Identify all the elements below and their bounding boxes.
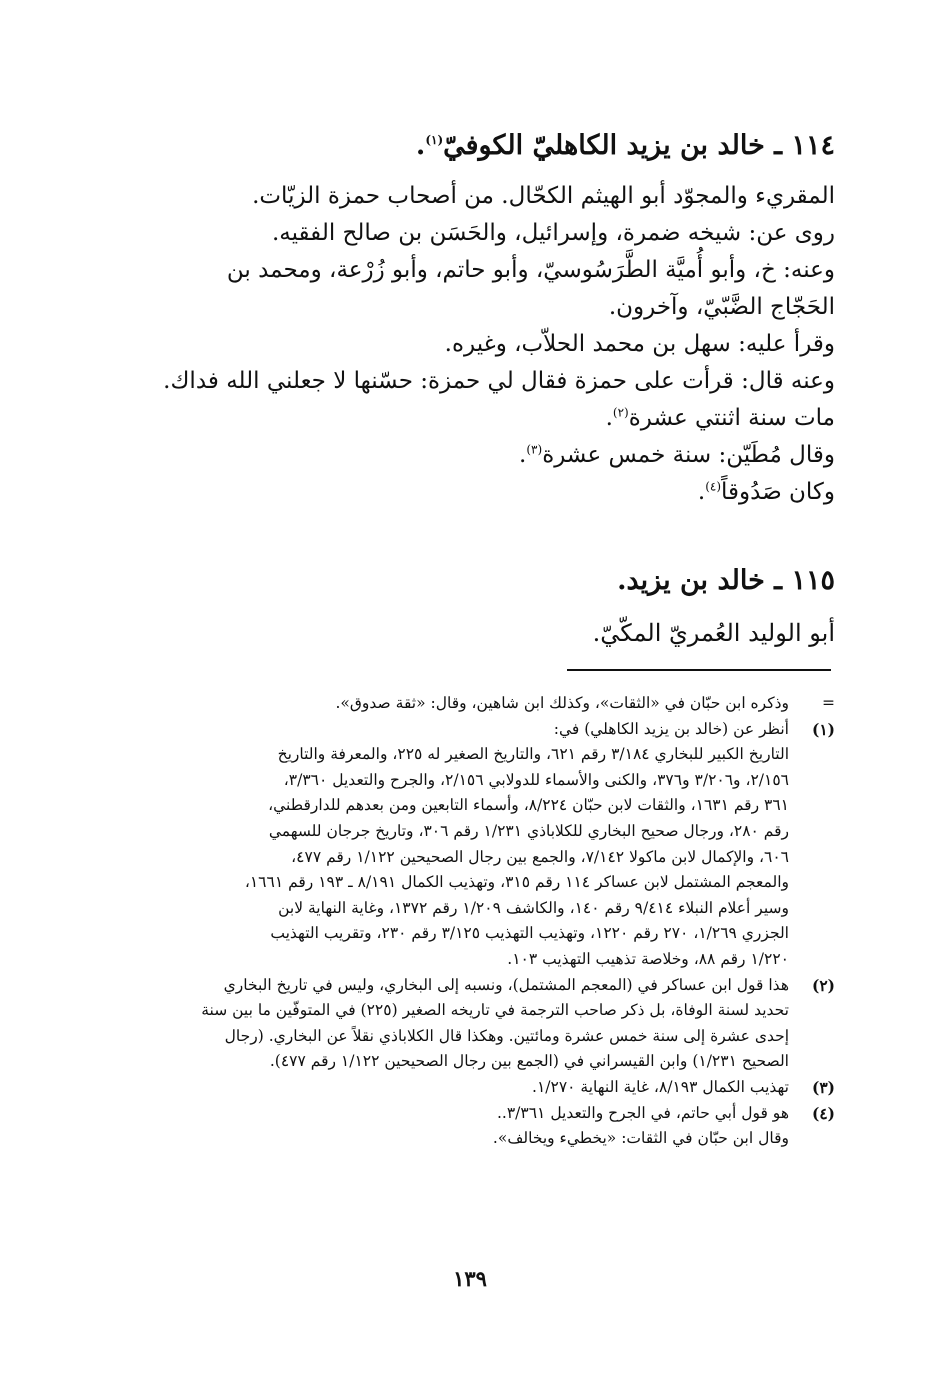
footnote-2 xyxy=(105,973,835,1075)
entry-114-title xyxy=(105,126,835,166)
footnote-divider xyxy=(567,669,831,671)
footnote-line: هو قول أبي حاتم، في الجرح والتعديل ٣/٣٦١.. xyxy=(497,1103,789,1122)
entry-114-title-text: ١١٤ ـ خالد بن يزيد الكاهليّ الكوفيّ xyxy=(443,130,835,161)
death-end: . xyxy=(605,405,613,431)
footnote-1 xyxy=(105,717,835,973)
footnote-continuation xyxy=(105,691,835,717)
footnotes xyxy=(105,691,835,1152)
footnote-number: (١) xyxy=(811,719,835,739)
entry-114 xyxy=(105,126,835,166)
saduq-text: وكان صَدُوقاً xyxy=(721,479,835,505)
entry-114-title-end: . xyxy=(415,130,426,161)
death-text: مات سنة اثنتي عشرة xyxy=(628,405,835,431)
entry-115-body xyxy=(105,615,835,652)
entry-115 xyxy=(105,561,835,601)
footnote-line: التاريخ الكبير للبخاري ٣/١٨٤ رقم ٦٢١، والتاريخ الصغير له ٢٢٥، والمعرفة والتاريخ xyxy=(277,745,789,764)
footnote-line: ٦٠٦، والإكمال لابن ماكولا ٧/١٤٢، والجمع بين رجال الصحيحين ١/١٢٢ رقم ٤٧٧، xyxy=(291,847,789,866)
mutayyan-text: وقال مُطَيّن: سنة خمس عشرة xyxy=(542,442,835,468)
footnote-line: وسير أعلام النبلاء ٩/٤١٤ رقم ١٤٠، والكاشف ١/٢٠٩ رقم ١٣٧٢، وغاية النهاية لابن xyxy=(278,898,789,917)
footnote-line: تحديد لسنة الوفاة، بل ذكر صاحب الترجمة في تاريخه الصغير (٢٢٥) في المتوفّين ما بين سنة xyxy=(201,1001,789,1020)
entry-114-line: وعنه قال: قرأت على حمزة فقال لي حمزة: حسّنها لا جعلني الله فداك. xyxy=(163,368,835,394)
footnote-line: وذكره ابن حبّان في «الثقات»، وكذلك ابن شاهين، وقال: «ثقة صدوق». xyxy=(335,694,789,712)
footnote-line: وقال ابن حبّان في الثقات: «يخطيء ويخالف». xyxy=(492,1129,789,1148)
footnote-ref-2: (٢) xyxy=(612,405,629,420)
entry-115-title: ١١٥ ـ خالد بن يزيد. xyxy=(617,565,835,596)
entry-114-body xyxy=(105,178,835,511)
entry-114-death-line xyxy=(105,400,835,437)
footnote-line: رقم ٢٨٠، ورجال صحيح البخاري للكلاباذي ١/٢٣١ رقم ٣٠٦، وتاريخ جرجان للسهمي xyxy=(268,821,789,840)
entry-114-line: المقريء والمجوّد أبو الهيثم الكحّال. من أصحاب حمزة الزيّات. xyxy=(252,183,835,209)
entry-114-line: روى عن: شيخه ضمرة، وإسرائيل، والحَسَن بن صالح الفقيه. xyxy=(271,220,835,246)
footnote-line: والمعجم المشتمل لابن عساكر ١١٤ رقم ٣١٥، وتهذيب الكمال ٨/١٩١ ـ ١٩٣ رقم ١٦٦١، xyxy=(244,873,789,892)
entry-114-mutayyan-line xyxy=(105,437,835,474)
footnote-number: (٢) xyxy=(811,975,835,995)
footnote-line: ٢/١٥٦، و٣/٢٠٦ و٣٧٦، والكنى والأسماء للدولابي ٢/١٥٦، والجرح والتعديل ٣/٣٦٠، xyxy=(283,770,789,789)
entry-114-saduq-line xyxy=(105,474,835,511)
footnote-line: الصحيح ١/٢٣١) وابن القيسراني في (الجمع بين رجال الصحيحين ١/١٢٢ رقم ٤٧٧). xyxy=(269,1052,789,1071)
footnote-ref-4: (٤) xyxy=(705,479,722,494)
footnote-line: الجزري ١/٢٦٩، ٢٧٠ رقم ١٢٢٠، وتهذيب التهذيب ٣/١٢٥ رقم ٢٣٠، وتقريب التهذيب xyxy=(270,924,789,943)
entry-114-line: وقرأ عليه: سهل بن محمد الحلاّب، وغيره. xyxy=(444,331,835,357)
footnote-4 xyxy=(105,1101,835,1152)
footnote-line: ١/٢٢٠ رقم ٨٨، وخلاصة تذهيب التهذيب ١٠٣. xyxy=(507,949,789,968)
footnote-line: أنظر عن (خالد بن يزيد الكاهلي) في: xyxy=(553,719,789,738)
entry-114-line: وعنه: خ، وأبو أُميَّة الطَّرَسُوسيّ، وأبو حاتم، وأبو زُرْعة، ومحمد بن xyxy=(226,257,835,283)
mutayyan-end: . xyxy=(519,442,527,468)
footnote-line: تهذيب الكمال ٨/١٩٣، غاية النهاية ١/٢٧٠. xyxy=(532,1077,789,1096)
footnote-ref-1: (١) xyxy=(425,133,444,147)
page-number: ١٣٩ xyxy=(453,1266,487,1291)
footnote-number: (٣) xyxy=(811,1077,835,1097)
footnote-number: (٤) xyxy=(811,1103,835,1123)
footnote-line: هذا قول ابن عساكر في (المعجم المشتمل)، ونسبه إلى البخاري، وليس في تاريخ البخاري xyxy=(223,975,789,994)
footnote-3 xyxy=(105,1075,835,1101)
saduq-end: . xyxy=(697,479,706,505)
footnote-line: ٣٦١ رقم ١٦٣١، والثقات لابن حبّان ٨/٢٢٤، وأسماء التابعين ومن بعدهم للدارقطني، xyxy=(268,796,789,815)
entry-115-line: أبو الوليد العُمريّ المكّيّ. xyxy=(592,619,835,647)
footnote-line: إحدى عشرة إلى سنة خمس عشرة ومائتين. وهكذا قال الكلاباذي نقلاً عن البخاري. (رجال xyxy=(224,1026,789,1045)
footnote-continuation-marker: = xyxy=(822,694,835,712)
footnote-ref-3: (٣) xyxy=(526,442,543,457)
entry-114-line: الحَجّاج الضَّبّيّ، وآخرون. xyxy=(608,294,835,320)
